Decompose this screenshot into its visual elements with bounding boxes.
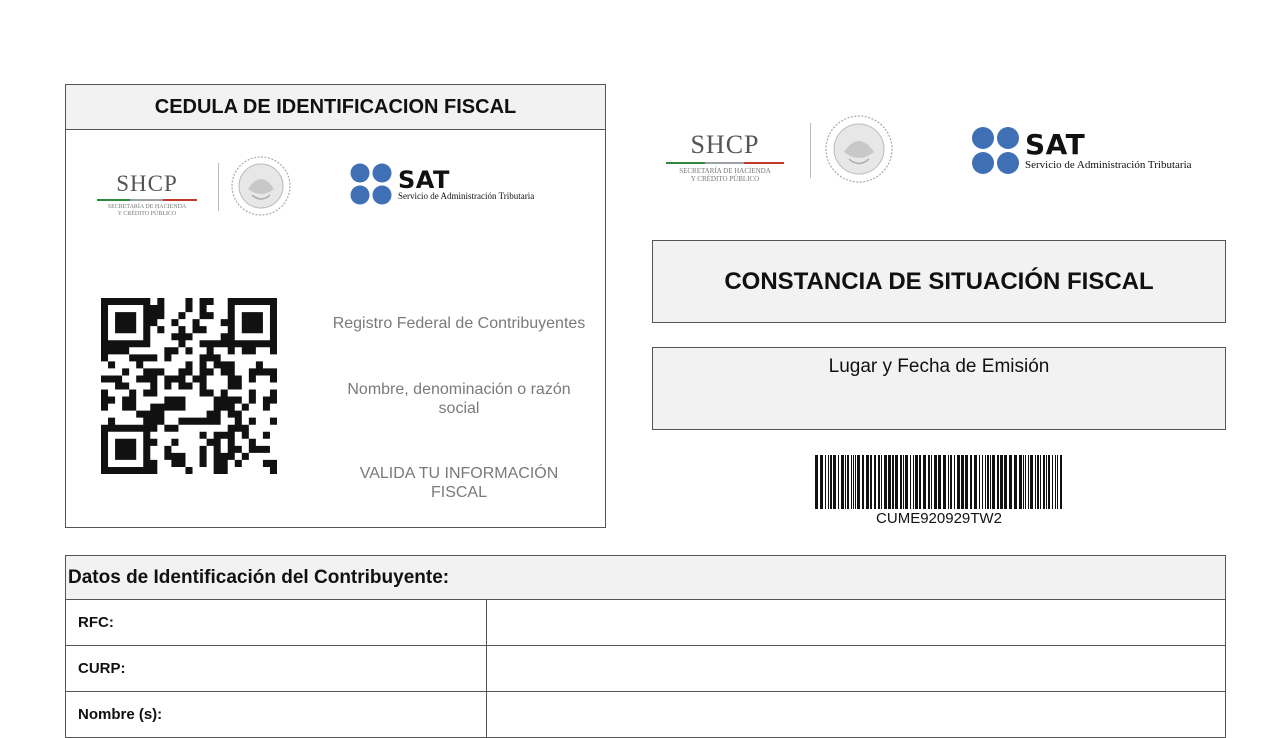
card-title: CEDULA DE IDENTIFICACION FISCAL <box>66 85 605 130</box>
header-shcp-logo-word: SHCP <box>690 130 760 159</box>
national-seal-icon <box>824 114 894 184</box>
rfc-label: Registro Federal de Contribuyentes <box>332 315 586 332</box>
shcp-logo-sub1: SECRETARÍA DE HACIENDA <box>107 204 187 210</box>
shcp-logo-rule <box>97 199 197 201</box>
qr-code-icon <box>101 298 277 474</box>
row-value-curp <box>487 646 1225 691</box>
sat-logo-icon <box>350 163 394 207</box>
national-seal-icon <box>230 155 292 217</box>
table-row <box>66 646 1225 692</box>
table-row <box>66 692 1225 738</box>
barcode-icon <box>815 455 1063 509</box>
header-shcp-logo-sub1: SECRETARÍA DE HACIENDA <box>679 167 771 175</box>
shcp-logo-word: SHCP <box>116 171 178 196</box>
barcode-text: CUME920929TW2 <box>876 510 1002 527</box>
header-shcp-logo-sub2: Y CRÉDITO PÚBLICO <box>690 175 760 184</box>
row-value-rfc <box>487 600 1225 645</box>
table-title: Datos de Identificación del Contribuyente: <box>66 556 1225 600</box>
header-sat-logo-sub: Servicio de Administración Tributaria <box>1025 158 1192 171</box>
row-label-curp: CURP: <box>66 646 487 691</box>
shcp-logo-sub2: Y CRÉDITO PÚBLICO <box>117 210 177 217</box>
header-sat-logo-text <box>1025 127 1192 171</box>
sat-logo-icon <box>971 126 1021 176</box>
name-label: Nombre, denominación o razón social <box>347 381 571 418</box>
place-date-label: Lugar y Fecha de Emisión <box>652 347 1226 430</box>
header-shcp-logo <box>664 130 786 183</box>
row-value-name <box>487 692 1225 737</box>
taxpayer-data-table <box>65 555 1226 738</box>
sat-logo-sub: Servicio de Administración Tributaria <box>398 191 535 202</box>
sat-logo <box>350 163 534 207</box>
fiscal-id-card <box>65 84 606 528</box>
validate-fiscal-info-label: VALIDA TU INFORMACIÓN FISCAL <box>359 465 559 502</box>
sat-logo-text <box>398 168 534 202</box>
row-label-name: Nombre (s): <box>66 692 487 737</box>
header-sat-logo <box>971 126 1192 176</box>
shcp-logo <box>92 171 202 218</box>
row-label-rfc: RFC: <box>66 600 487 645</box>
header-shcp-logo-rule <box>666 162 784 164</box>
sat-logo-name: SAT <box>398 166 450 195</box>
header-logo-divider <box>810 123 811 178</box>
table-row <box>66 600 1225 646</box>
header-sat-logo-name: SAT <box>1025 127 1086 161</box>
logo-divider <box>218 163 219 211</box>
document-title: CONSTANCIA DE SITUACIÓN FISCAL <box>652 240 1226 323</box>
